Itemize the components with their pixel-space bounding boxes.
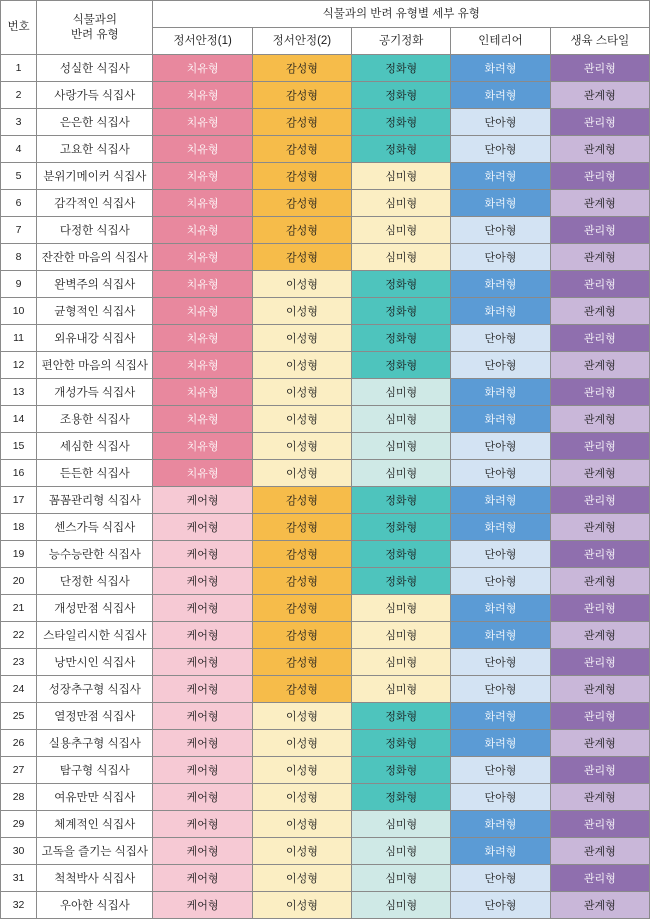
row-companion-type: 세심한 식집사 [37, 433, 153, 460]
cell-interior: 단아형 [451, 217, 550, 244]
row-number: 6 [1, 190, 37, 217]
table-row [1, 568, 650, 595]
cell-interior: 화려형 [451, 82, 550, 109]
cell-emotion2: 감성형 [252, 541, 351, 568]
cell-emotion1: 케어형 [153, 811, 252, 838]
header-col-emotion2: 정서안정(2) [252, 28, 351, 55]
cell-interior: 화려형 [451, 379, 550, 406]
cell-growstyle: 관계형 [550, 514, 649, 541]
row-companion-type: 능수능란한 식집사 [37, 541, 153, 568]
row-number: 9 [1, 271, 37, 298]
table-row [1, 217, 650, 244]
row-number: 27 [1, 757, 37, 784]
cell-interior: 화려형 [451, 190, 550, 217]
cell-air: 심미형 [352, 244, 451, 271]
table-header [1, 1, 650, 55]
row-companion-type: 단정한 식집사 [37, 568, 153, 595]
cell-interior: 화려형 [451, 487, 550, 514]
row-number: 7 [1, 217, 37, 244]
cell-emotion2: 감성형 [252, 649, 351, 676]
cell-air: 심미형 [352, 595, 451, 622]
cell-growstyle: 관리형 [550, 433, 649, 460]
cell-growstyle: 관리형 [550, 649, 649, 676]
cell-emotion2: 감성형 [252, 82, 351, 109]
cell-emotion1: 케어형 [153, 514, 252, 541]
header-col-emotion1: 정서안정(1) [153, 28, 252, 55]
row-number: 31 [1, 865, 37, 892]
header-no: 번호 [1, 1, 37, 55]
row-companion-type: 균형적인 식집사 [37, 298, 153, 325]
cell-emotion2: 감성형 [252, 676, 351, 703]
cell-emotion1: 케어형 [153, 649, 252, 676]
cell-interior: 단아형 [451, 433, 550, 460]
cell-interior: 화려형 [451, 730, 550, 757]
cell-emotion2: 감성형 [252, 163, 351, 190]
row-number: 12 [1, 352, 37, 379]
cell-emotion1: 치유형 [153, 217, 252, 244]
cell-growstyle: 관계형 [550, 190, 649, 217]
cell-interior: 단아형 [451, 649, 550, 676]
cell-emotion1: 케어형 [153, 892, 252, 919]
cell-emotion1: 치유형 [153, 298, 252, 325]
row-number: 18 [1, 514, 37, 541]
cell-emotion2: 이성형 [252, 460, 351, 487]
table-body [1, 55, 650, 919]
header-companion-type [37, 1, 153, 55]
row-number: 15 [1, 433, 37, 460]
table-row [1, 487, 650, 514]
cell-interior: 화려형 [451, 55, 550, 82]
cell-growstyle: 관리형 [550, 487, 649, 514]
row-number: 21 [1, 595, 37, 622]
cell-growstyle: 관리형 [550, 379, 649, 406]
header-col-air: 공기정화 [352, 28, 451, 55]
cell-emotion1: 치유형 [153, 136, 252, 163]
table-row [1, 622, 650, 649]
cell-interior: 단아형 [451, 136, 550, 163]
cell-interior: 단아형 [451, 109, 550, 136]
cell-emotion1: 치유형 [153, 433, 252, 460]
table-row [1, 55, 650, 82]
cell-growstyle: 관계형 [550, 838, 649, 865]
cell-growstyle: 관계형 [550, 892, 649, 919]
cell-interior: 화려형 [451, 622, 550, 649]
row-companion-type: 성장추구형 식집사 [37, 676, 153, 703]
row-companion-type: 실용추구형 식집사 [37, 730, 153, 757]
cell-air: 정화형 [352, 82, 451, 109]
header-row-top [1, 1, 650, 28]
cell-interior: 화려형 [451, 163, 550, 190]
cell-growstyle: 관계형 [550, 622, 649, 649]
row-companion-type: 분위기메이커 식집사 [37, 163, 153, 190]
cell-emotion1: 케어형 [153, 838, 252, 865]
cell-air: 심미형 [352, 838, 451, 865]
cell-growstyle: 관리형 [550, 865, 649, 892]
table-row [1, 865, 650, 892]
cell-interior: 단아형 [451, 568, 550, 595]
cell-air: 정화형 [352, 271, 451, 298]
cell-emotion2: 이성형 [252, 865, 351, 892]
row-number: 16 [1, 460, 37, 487]
table-row [1, 406, 650, 433]
cell-air: 정화형 [352, 541, 451, 568]
cell-emotion1: 케어형 [153, 595, 252, 622]
cell-air: 심미형 [352, 460, 451, 487]
table-row [1, 244, 650, 271]
cell-interior: 화려형 [451, 838, 550, 865]
cell-emotion2: 감성형 [252, 244, 351, 271]
row-number: 23 [1, 649, 37, 676]
cell-emotion2: 이성형 [252, 811, 351, 838]
cell-interior: 단아형 [451, 244, 550, 271]
cell-interior: 단아형 [451, 325, 550, 352]
table-row [1, 514, 650, 541]
cell-emotion2: 이성형 [252, 838, 351, 865]
row-companion-type: 체계적인 식집사 [37, 811, 153, 838]
cell-interior: 단아형 [451, 784, 550, 811]
row-companion-type: 완벽주의 식집사 [37, 271, 153, 298]
cell-emotion1: 치유형 [153, 55, 252, 82]
table-row [1, 541, 650, 568]
row-number: 30 [1, 838, 37, 865]
cell-growstyle: 관리형 [550, 811, 649, 838]
cell-emotion1: 치유형 [153, 379, 252, 406]
table-row [1, 784, 650, 811]
cell-emotion2: 이성형 [252, 352, 351, 379]
row-companion-type: 감각적인 식집사 [37, 190, 153, 217]
row-companion-type: 낭만시인 식집사 [37, 649, 153, 676]
cell-interior: 화려형 [451, 703, 550, 730]
cell-interior: 화려형 [451, 298, 550, 325]
row-companion-type: 사랑가득 식집사 [37, 82, 153, 109]
cell-emotion1: 치유형 [153, 190, 252, 217]
row-number: 13 [1, 379, 37, 406]
table-row [1, 325, 650, 352]
cell-growstyle: 관계형 [550, 730, 649, 757]
header-col-growstyle: 생육 스타일 [550, 28, 649, 55]
cell-air: 심미형 [352, 622, 451, 649]
cell-emotion2: 이성형 [252, 433, 351, 460]
cell-emotion2: 이성형 [252, 379, 351, 406]
row-companion-type: 척척박사 식집사 [37, 865, 153, 892]
cell-air: 심미형 [352, 865, 451, 892]
cell-interior: 단아형 [451, 541, 550, 568]
cell-emotion1: 치유형 [153, 352, 252, 379]
cell-air: 심미형 [352, 163, 451, 190]
row-number: 10 [1, 298, 37, 325]
cell-emotion2: 감성형 [252, 217, 351, 244]
table-row [1, 163, 650, 190]
row-companion-type: 여유만만 식집사 [37, 784, 153, 811]
header-companion-type-line2: 반려 유형 [70, 28, 119, 41]
row-companion-type: 다정한 식집사 [37, 217, 153, 244]
row-number: 1 [1, 55, 37, 82]
cell-air: 정화형 [352, 352, 451, 379]
cell-interior: 화려형 [451, 811, 550, 838]
cell-air: 정화형 [352, 109, 451, 136]
cell-growstyle: 관계형 [550, 82, 649, 109]
cell-growstyle: 관계형 [550, 352, 649, 379]
row-number: 5 [1, 163, 37, 190]
cell-growstyle: 관리형 [550, 163, 649, 190]
cell-emotion2: 감성형 [252, 55, 351, 82]
cell-air: 심미형 [352, 217, 451, 244]
cell-growstyle: 관리형 [550, 271, 649, 298]
row-companion-type: 센스가득 식집사 [37, 514, 153, 541]
cell-growstyle: 관계형 [550, 244, 649, 271]
row-companion-type: 우아한 식집사 [37, 892, 153, 919]
table-row [1, 757, 650, 784]
row-number: 3 [1, 109, 37, 136]
cell-growstyle: 관리형 [550, 595, 649, 622]
cell-emotion1: 케어형 [153, 703, 252, 730]
table-row [1, 595, 650, 622]
cell-air: 심미형 [352, 406, 451, 433]
cell-emotion1: 치유형 [153, 109, 252, 136]
cell-emotion1: 치유형 [153, 460, 252, 487]
cell-emotion2: 이성형 [252, 730, 351, 757]
table-row [1, 298, 650, 325]
table-row [1, 82, 650, 109]
cell-air: 심미형 [352, 379, 451, 406]
row-companion-type: 개성가득 식집사 [37, 379, 153, 406]
cell-emotion2: 감성형 [252, 109, 351, 136]
cell-emotion2: 이성형 [252, 271, 351, 298]
row-number: 22 [1, 622, 37, 649]
cell-interior: 화려형 [451, 514, 550, 541]
cell-air: 정화형 [352, 784, 451, 811]
cell-emotion2: 감성형 [252, 514, 351, 541]
cell-emotion2: 이성형 [252, 325, 351, 352]
header-col-interior: 인테리어 [451, 28, 550, 55]
cell-air: 심미형 [352, 190, 451, 217]
cell-air: 심미형 [352, 649, 451, 676]
cell-emotion1: 케어형 [153, 865, 252, 892]
cell-interior: 단아형 [451, 892, 550, 919]
cell-air: 정화형 [352, 487, 451, 514]
row-companion-type: 은은한 식집사 [37, 109, 153, 136]
cell-emotion2: 이성형 [252, 406, 351, 433]
cell-air: 정화형 [352, 514, 451, 541]
cell-interior: 단아형 [451, 352, 550, 379]
cell-air: 정화형 [352, 136, 451, 163]
cell-emotion2: 이성형 [252, 298, 351, 325]
cell-growstyle: 관리형 [550, 757, 649, 784]
table-row [1, 676, 650, 703]
cell-emotion1: 치유형 [153, 406, 252, 433]
cell-interior: 단아형 [451, 460, 550, 487]
cell-emotion1: 케어형 [153, 730, 252, 757]
cell-air: 정화형 [352, 55, 451, 82]
cell-emotion2: 감성형 [252, 136, 351, 163]
cell-emotion2: 이성형 [252, 892, 351, 919]
row-companion-type: 열정만점 식집사 [37, 703, 153, 730]
row-number: 29 [1, 811, 37, 838]
row-companion-type: 스타일리시한 식집사 [37, 622, 153, 649]
row-number: 19 [1, 541, 37, 568]
table-row [1, 460, 650, 487]
cell-emotion2: 이성형 [252, 703, 351, 730]
cell-emotion2: 감성형 [252, 595, 351, 622]
row-companion-type: 외유내강 식집사 [37, 325, 153, 352]
row-number: 25 [1, 703, 37, 730]
cell-interior: 단아형 [451, 757, 550, 784]
table-row [1, 730, 650, 757]
row-number: 20 [1, 568, 37, 595]
cell-emotion1: 치유형 [153, 271, 252, 298]
cell-emotion2: 이성형 [252, 757, 351, 784]
cell-emotion1: 케어형 [153, 676, 252, 703]
row-companion-type: 편안한 마음의 식집사 [37, 352, 153, 379]
table-row [1, 811, 650, 838]
cell-emotion2: 감성형 [252, 568, 351, 595]
cell-growstyle: 관계형 [550, 406, 649, 433]
row-number: 8 [1, 244, 37, 271]
cell-emotion1: 케어형 [153, 568, 252, 595]
cell-air: 정화형 [352, 325, 451, 352]
cell-air: 정화형 [352, 757, 451, 784]
cell-interior: 화려형 [451, 595, 550, 622]
table-row [1, 892, 650, 919]
row-number: 4 [1, 136, 37, 163]
cell-growstyle: 관리형 [550, 541, 649, 568]
cell-air: 정화형 [352, 298, 451, 325]
table-row [1, 433, 650, 460]
cell-emotion1: 치유형 [153, 163, 252, 190]
cell-growstyle: 관리형 [550, 703, 649, 730]
cell-growstyle: 관리형 [550, 55, 649, 82]
cell-interior: 화려형 [451, 271, 550, 298]
table-row [1, 379, 650, 406]
cell-air: 심미형 [352, 676, 451, 703]
table-row [1, 109, 650, 136]
table-row [1, 838, 650, 865]
cell-growstyle: 관리형 [550, 217, 649, 244]
cell-emotion1: 케어형 [153, 757, 252, 784]
row-number: 2 [1, 82, 37, 109]
cell-growstyle: 관계형 [550, 676, 649, 703]
row-companion-type: 고독을 즐기는 식집사 [37, 838, 153, 865]
table-row [1, 703, 650, 730]
row-number: 32 [1, 892, 37, 919]
cell-air: 정화형 [352, 730, 451, 757]
cell-air: 심미형 [352, 892, 451, 919]
row-companion-type: 탐구형 식집사 [37, 757, 153, 784]
cell-emotion1: 치유형 [153, 244, 252, 271]
cell-air: 정화형 [352, 568, 451, 595]
row-companion-type: 개성만점 식집사 [37, 595, 153, 622]
row-companion-type: 조용한 식집사 [37, 406, 153, 433]
cell-growstyle: 관리형 [550, 109, 649, 136]
cell-growstyle: 관계형 [550, 568, 649, 595]
cell-emotion2: 이성형 [252, 784, 351, 811]
cell-interior: 화려형 [451, 406, 550, 433]
row-number: 24 [1, 676, 37, 703]
cell-air: 심미형 [352, 811, 451, 838]
table-row [1, 136, 650, 163]
row-companion-type: 고요한 식집사 [37, 136, 153, 163]
cell-growstyle: 관계형 [550, 784, 649, 811]
cell-interior: 단아형 [451, 676, 550, 703]
row-number: 26 [1, 730, 37, 757]
table-row [1, 271, 650, 298]
row-companion-type: 든든한 식집사 [37, 460, 153, 487]
cell-air: 심미형 [352, 433, 451, 460]
cell-interior: 단아형 [451, 865, 550, 892]
row-number: 14 [1, 406, 37, 433]
cell-emotion1: 치유형 [153, 82, 252, 109]
header-companion-type-line1: 식물과의 [72, 14, 117, 27]
cell-growstyle: 관리형 [550, 325, 649, 352]
row-companion-type: 성실한 식집사 [37, 55, 153, 82]
cell-growstyle: 관계형 [550, 460, 649, 487]
cell-emotion1: 케어형 [153, 784, 252, 811]
row-companion-type: 꼼꼼관리형 식집사 [37, 487, 153, 514]
row-number: 11 [1, 325, 37, 352]
cell-growstyle: 관계형 [550, 298, 649, 325]
cell-emotion2: 감성형 [252, 487, 351, 514]
cell-emotion1: 케어형 [153, 487, 252, 514]
table-row [1, 649, 650, 676]
table-row [1, 190, 650, 217]
row-number: 17 [1, 487, 37, 514]
cell-emotion1: 치유형 [153, 325, 252, 352]
cell-emotion2: 감성형 [252, 622, 351, 649]
row-companion-type: 잔잔한 마음의 식집사 [37, 244, 153, 271]
cell-emotion1: 케어형 [153, 541, 252, 568]
cell-growstyle: 관계형 [550, 136, 649, 163]
row-number: 28 [1, 784, 37, 811]
cell-air: 정화형 [352, 703, 451, 730]
header-subtype-group: 식물과의 반려 유형별 세부 유형 [153, 1, 650, 28]
table-row [1, 352, 650, 379]
cell-emotion1: 케어형 [153, 622, 252, 649]
cell-emotion2: 감성형 [252, 190, 351, 217]
